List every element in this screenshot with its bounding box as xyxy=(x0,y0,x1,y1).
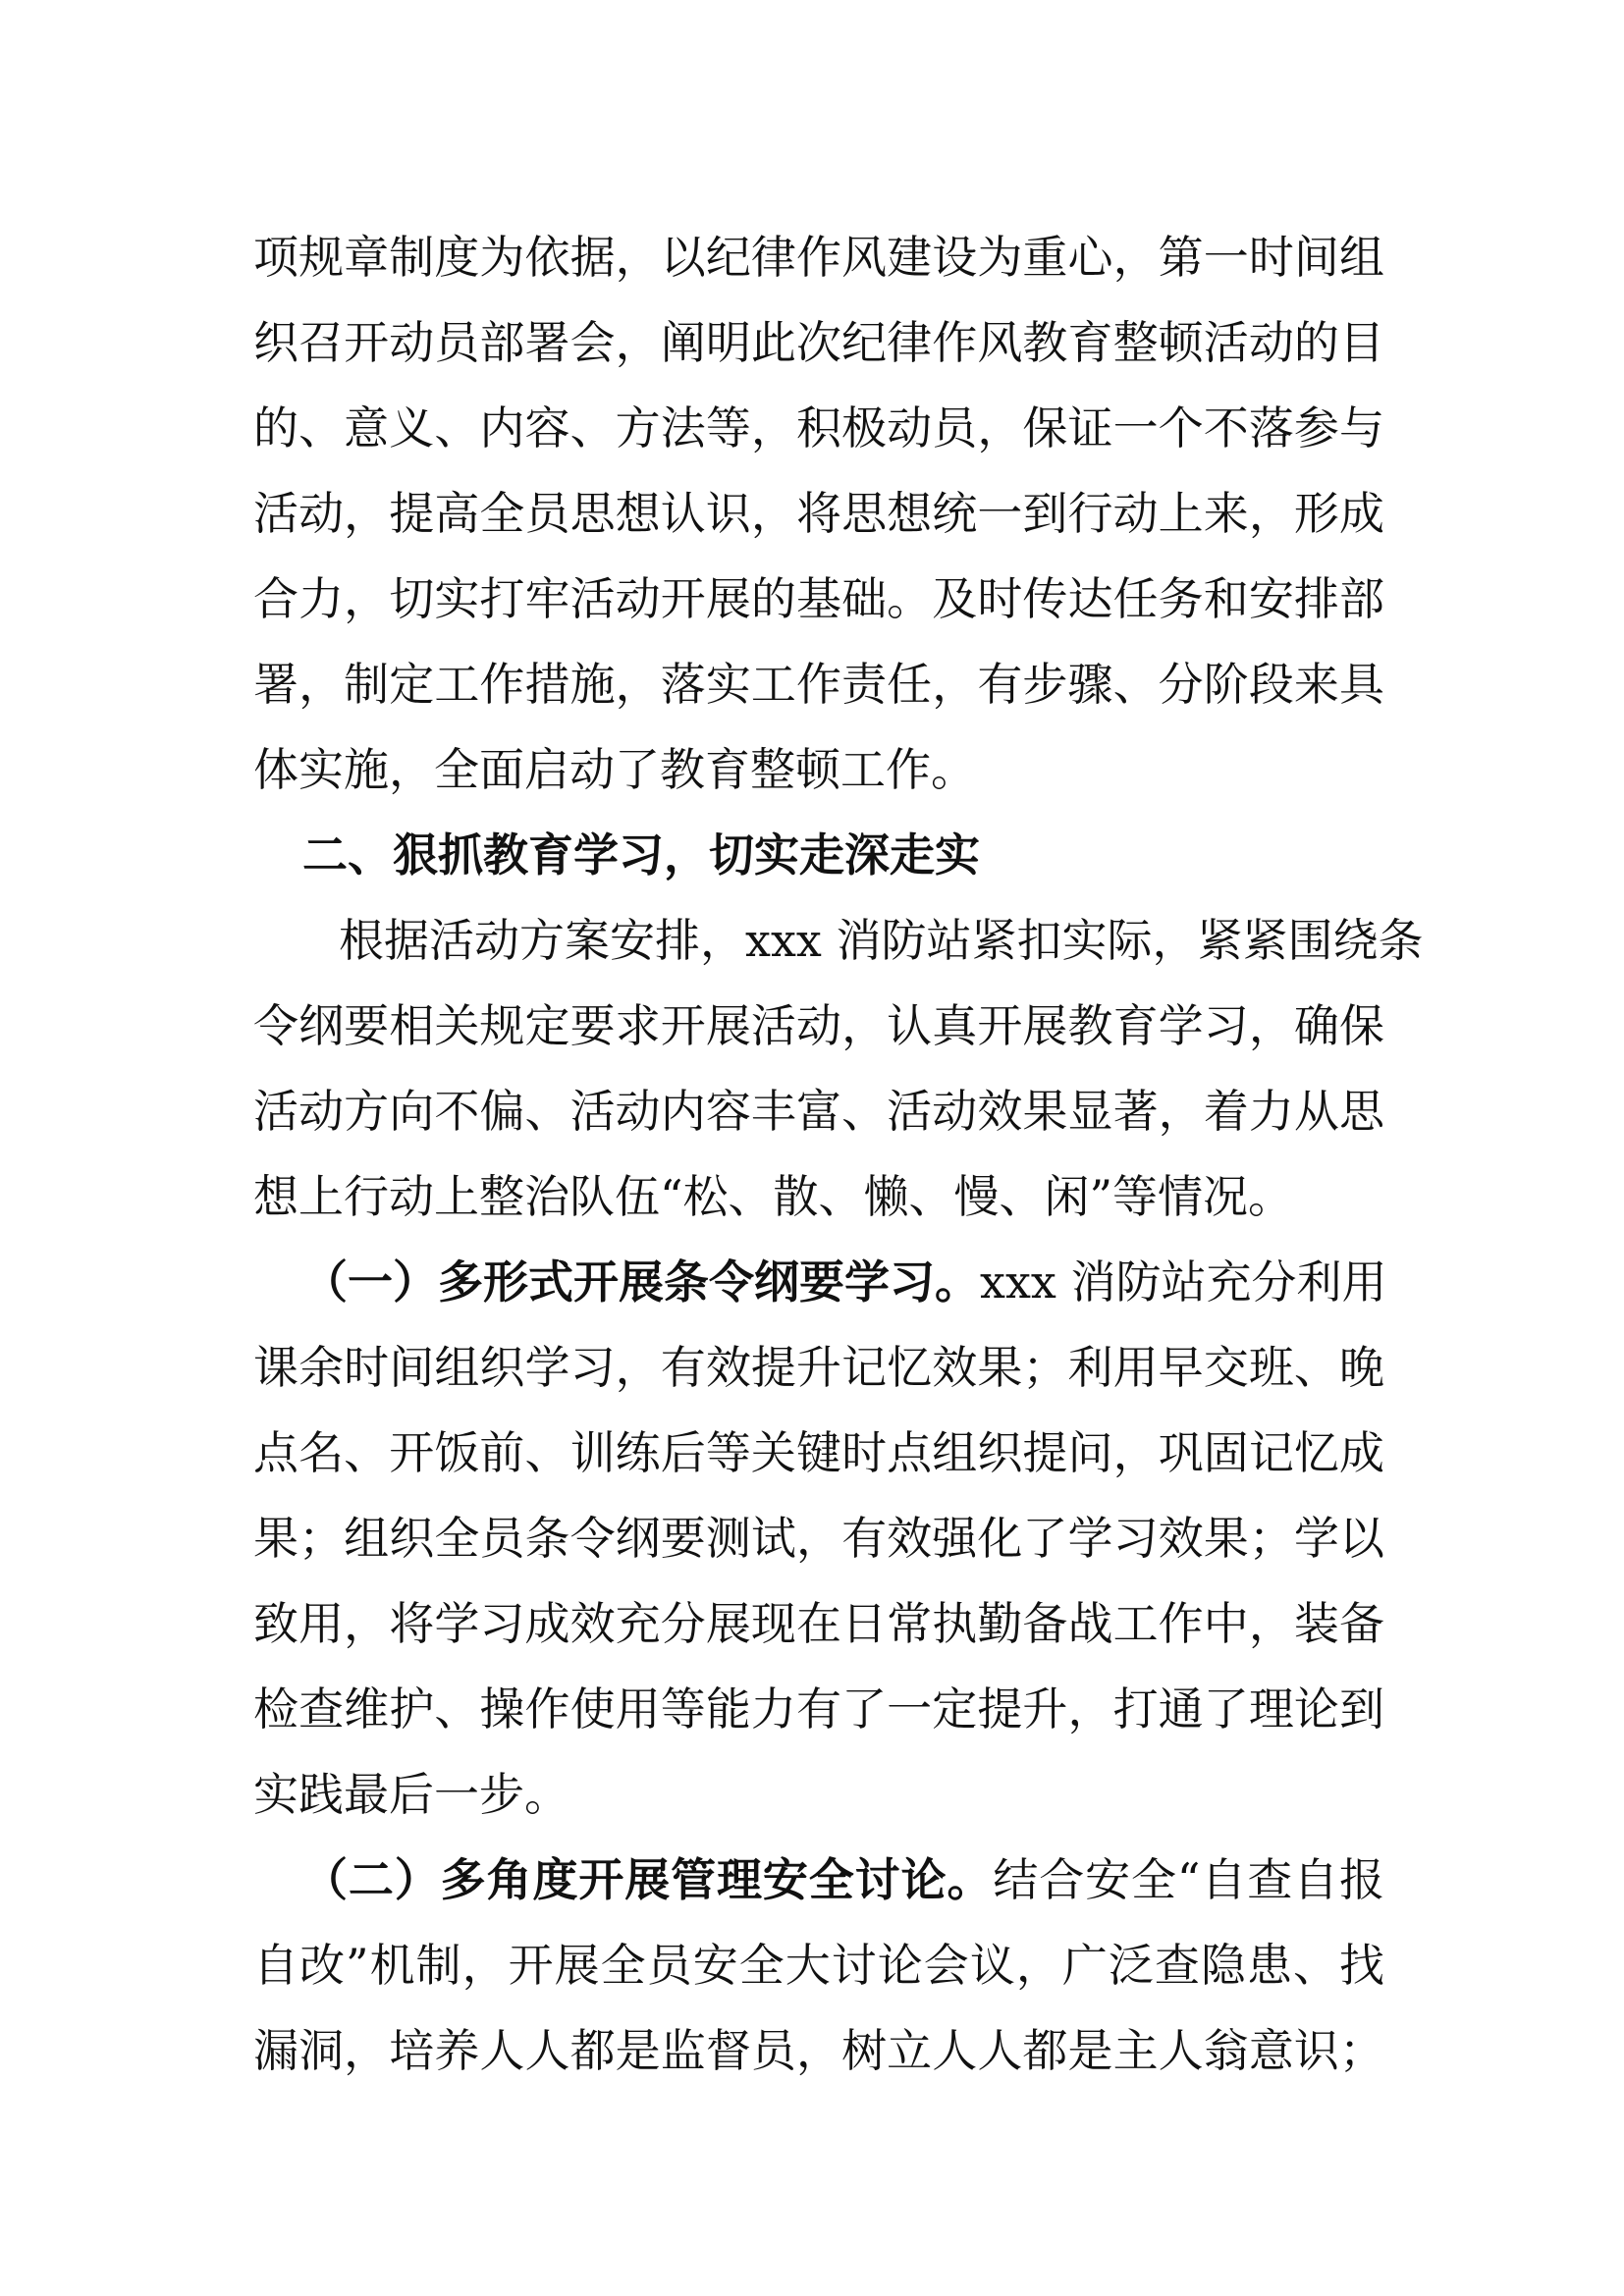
text-run: xxx 消防站充分利用 xyxy=(980,1255,1387,1308)
text-line: 检查维护、操作使用等能力有了一定提升，打通了理论到 xyxy=(253,1682,1384,1735)
paragraph-3 xyxy=(253,1240,1387,1838)
text-line: 令纲要相关规定要求开展活动，认真开展教育学习，确保 xyxy=(253,999,1384,1052)
text-line: 的、意义、内容、方法等，积极动员，保证一个不落参与 xyxy=(253,401,1384,454)
text-line: 活动方向不偏、活动内容丰富、活动效果显著，着力从思 xyxy=(253,1085,1384,1138)
text-line: 漏洞，培养人人都是监督员，树立人人都是主人翁意识； xyxy=(253,2024,1384,2077)
text-line xyxy=(253,1838,1384,1923)
paragraph-1 xyxy=(253,215,1384,813)
subheading: （二）多角度开展管理安全讨论。 xyxy=(302,1853,994,1906)
text-line: 合力，切实打牢活动开展的基础。及时传达任务和安排部 xyxy=(253,572,1384,625)
text-line: 点名、开饭前、训练后等关键时点组织提问，巩固记忆成 xyxy=(253,1426,1384,1479)
text-line: 根据活动方案安排，xxx 消防站紧扣实际，紧紧围绕条 xyxy=(339,914,1424,967)
text-line: 课余时间组织学习，有效提升记忆效果；利用早交班、晚 xyxy=(253,1341,1384,1394)
document-body xyxy=(253,215,1424,2094)
text-line: 体实施，全面启动了教育整顿工作。 xyxy=(253,743,976,796)
text-run: 结合安全“自查自报 xyxy=(993,1853,1384,1906)
text-line: 自改”机制，开展全员安全大讨论会议，广泛查隐患、找 xyxy=(253,1939,1384,1992)
text-line: 活动，提高全员思想认识，将思想统一到行动上来，形成 xyxy=(253,487,1384,540)
text-line: 致用，将学习成效充分展现在日常执勤备战工作中，装备 xyxy=(253,1597,1384,1650)
text-line: 实践最后一步。 xyxy=(253,1768,569,1821)
subheading: （一）多形式开展条令纲要学习。 xyxy=(302,1255,980,1308)
text-line: 织召开动员部署会，阐明此次纪律作风教育整顿活动的目 xyxy=(253,316,1384,369)
text-line: 署，制定工作措施，落实工作责任，有步骤、分阶段来具 xyxy=(253,658,1384,711)
text-line xyxy=(253,1240,1387,1325)
text-line: 想上行动上整治队伍“松、散、懒、慢、闲”等情况。 xyxy=(253,1170,1294,1223)
paragraph-4 xyxy=(253,1838,1384,2094)
text-line: 果；组织全员条令纲要测试，有效强化了学习效果；学以 xyxy=(253,1512,1384,1565)
paragraph-2 xyxy=(253,898,1424,1240)
text-line: 项规章制度为依据，以纪律作风建设为重心，第一时间组 xyxy=(253,231,1384,284)
section-heading: 二、狠抓教育学习，切实走深走实 xyxy=(302,828,980,881)
